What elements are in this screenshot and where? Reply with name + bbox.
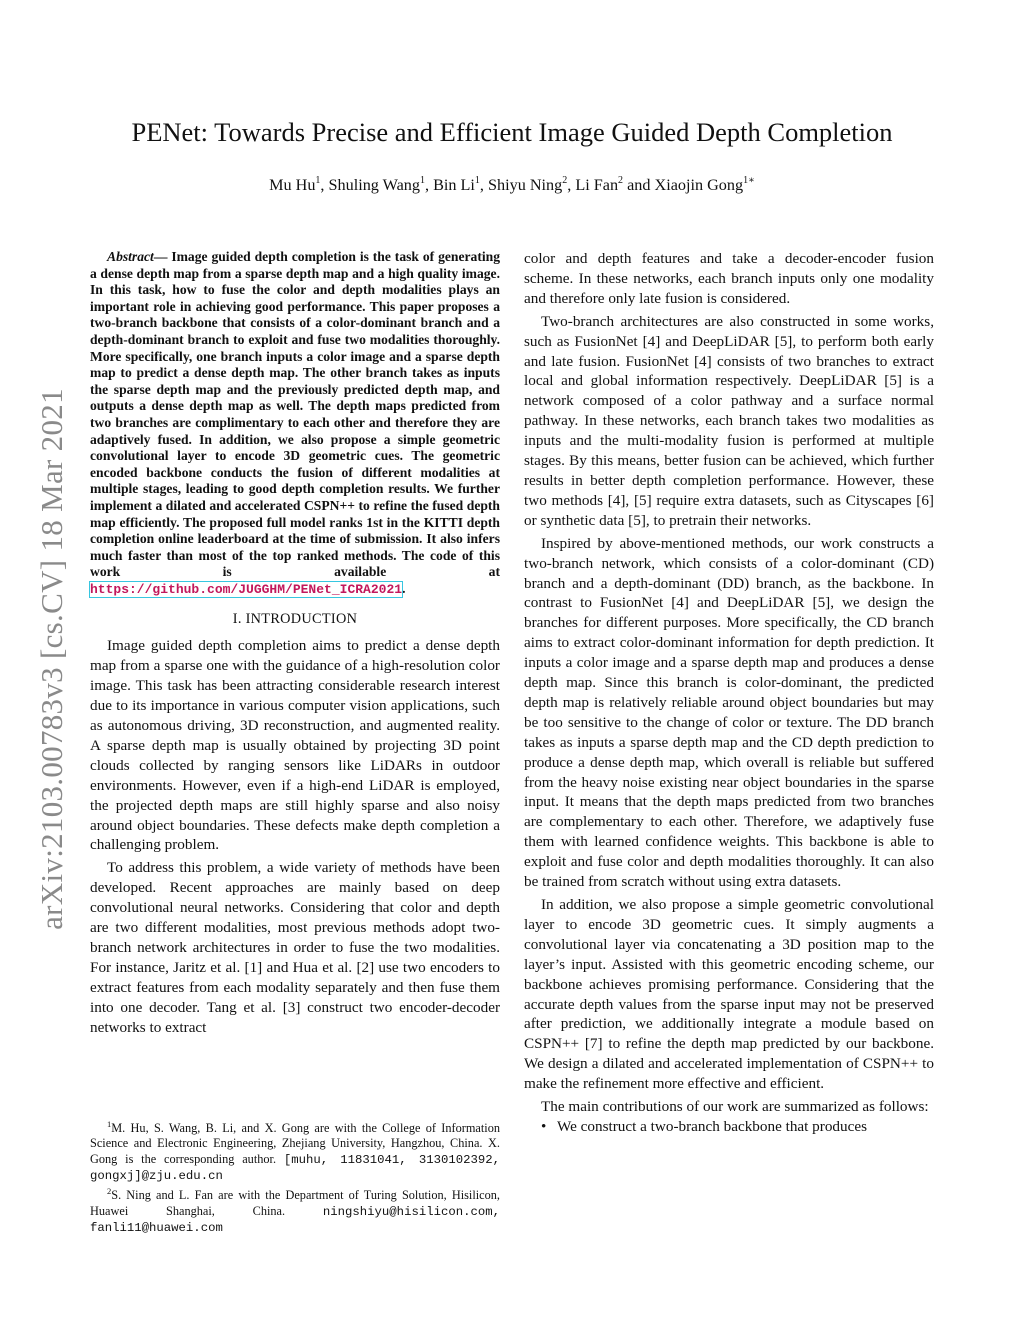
author-list [0, 176, 1024, 195]
footnote-2: $^2$S. Ning and L. Fan are with the Department of Turing Solution, Hisilicon, Huawei Shanghai, China. ningshiyu@hisilicon.com, fanli11@huawei.com [90, 1186, 500, 1235]
paragraph: In addition, we also propose a simple geometric convolutional layer to encode 3D geometric cues. It simply augments a convolutional layer via concatenating a 3D position map to the layer’s input. Assisted with this geometric encoding scheme, our backbone achieves promising performance. Considering that the accurate depth values from the sparse input may not be preserved after prediction, we additionally integrate a module based on CSPN++ [7] to refine the depth map predicted by our backbone. We design a dilated and accelerated implementation of CSPN++ to make the refinement more effective and efficient. [524, 896, 934, 1093]
abstract: Abstract— Image guided depth completion is the task of generating a dense depth map from a sparse depth map and a high quality image. In this task, how to fuse the color and depth modalities plays an important role in achieving good performance. This paper proposes a two-branch backbone that consists of a color-dominant branch and a depth-dominant branch to exploit and fuse two modalities thoroughly. More specifically, one branch inputs a color image and a sparse depth map to predict a dense depth map. The other branch takes as inputs the sparse depth map and the previously predicted depth map, and outputs a dense depth map as well. The depth maps predicted from two branches are complimentary to each other and therefore they are adaptively fused. In addition, we also propose a simple geometric convolutional layer to encode 3D geometric cues. The geometric encoded backbone conducts the fusion of different modalities at multiple stages, leading to good depth completion results. We further implement a dilated and accelerated CSPN++ to refine the fused depth map efficiently. The proposed full model ranks 1st in the KITTI depth completion online leaderboard at the time of submission. It also infers much faster than most of the top ranked methods. The code of this work is available at https://github.com/JUGGHM/PENet_ICRA2021. [90, 249, 500, 597]
abstract-label: Abstract [107, 249, 154, 264]
right-column [524, 249, 934, 1137]
section-heading-introduction: I. INTRODUCTION [232, 611, 358, 628]
paragraph: The main contributions of our work are summarized as follows: [541, 1098, 929, 1116]
paragraph: Inspired by above-mentioned methods, our work constructs a two-branch network, which consists of a color-dominant (CD) branch and a depth-dominant (DD) branch, as the backbone. In contrast to FusionNet [4] and DeepLiDAR [5], we design the branches for different purposes. More specifically, the CD branch aims to extract color-dominant information for depth prediction. It inputs a color image and a sparse depth map and produces a dense depth map. Since this branch is color-dominant, the predicted depth map is relatively reliable around object boundaries but may be too sensitive to the change of color or texture. The DD branch takes as inputs a sparse depth map and the CD depth prediction to produce a dense depth map, which overall is reliable but suffered from the heavy noise existing near object boundaries in the sparse input. It means that the depth maps predicted from two branches are complementary to each other. Therefore, we adaptively fuse them with learned confidence weights. This backbone is able to exploit and fuse color and depth modalities thoroughly. It can also be trained from scratch without using extra datasets. [524, 534, 934, 891]
author: Bin Li$^1$, [433, 175, 489, 195]
footnote-1: $^1$M. Hu, S. Wang, B. Li, and X. Gong are with the College of Information Science and Electronic Engineering, Zhejiang University, Hangzhou, China. X. Gong is the corresponding author. [muhu, 11831041, 3130102392, gongxj]@zju.edu.cn [90, 1119, 500, 1183]
paragraph: To address this problem, a wide variety of methods have been developed. Recent approaches are mainly based on deep convolutional neural networks. Considering that color and depth are two different modalities, most previous methods adopt two-branch network architectures in order to fuse the two modalities. For instance, Jaritz et al. [1] and Hua et al. [2] use two encoders to extract features from each modality separately and then fuse them into one decoder. Tang et al. [3] construct two encoder-decoder networks to extract [90, 859, 500, 1036]
contributions-list [524, 1117, 934, 1137]
left-column [90, 249, 500, 1038]
footnote-2-emails[interactable]: ningshiyu@hisilicon.com, fanli11@huawei.com [90, 1204, 500, 1235]
arxiv-side-stamp: arXiv:2103.00783v3 [cs.CV] 18 Mar 2021 [34, 388, 69, 930]
paragraph: color and depth features and take a decoder-encoder fusion scheme. In these networks, each branch inputs only one modality and therefore only late fusion is considered. [524, 250, 934, 307]
author: Mu Hu$^1$, [269, 175, 329, 195]
author: Xiaojin Gong$^{1∗}$ [654, 175, 755, 195]
footnote-1-emails[interactable]: [muhu, 11831041, 3130102392, gongxj]@zju.edu.cn [90, 1152, 500, 1183]
list-item: • We construct a two-branch backbone that produces [541, 1117, 934, 1137]
author: Shiyu Ning$^2$, [488, 175, 576, 195]
abstract-text: Image guided depth completion is the task of generating a dense depth map from a sparse depth map and a high quality image. In this task, how to fuse the color and depth modalities plays an important role in achieving good performance. This paper proposes a two-branch backbone that consists of a color-dominant branch and a depth-dominant branch to exploit and fuse two modalities thoroughly. More specifically, one branch inputs a color image and a sparse depth map to predict a dense depth map. The other branch takes as inputs the sparse depth map and the previously predicted depth map, and outputs a dense depth map as well. The depth maps predicted from two branches are complimentary to each other and therefore they are adaptively fused. In addition, we also propose a simple geometric convolutional layer to encode 3D geometric cues. The geometric encoded backbone conducts the fusion of different modalities at multiple stages, leading to good depth completion results. We further implement a dilated and accelerated CSPN++ to refine the fused depth map efficiently. The proposed full model ranks 1st in the KITTI depth completion online leaderboard at the time of submission. It also infers much faster than most of the top ranked methods. The code of this work is available at [90, 249, 500, 580]
author: Li Fan$^2$ and [575, 175, 655, 195]
paragraph: Image guided depth completion aims to predict a dense depth map from a sparse one with the guidance of a high-resolution color image. This task has been attracting considerable research interest due to its importance in various computer vision applications, such as autonomous driving, 3D reconstruction, and augmented reality. A sparse depth map is usually obtained by projecting 3D point clouds collected by ranging sensors like LiDARs in outdoor environments. However, even if a high-end LiDAR is employed, the projected depth maps are still highly sparse and also noisy around object boundaries. These defects make depth completion a challenging problem. [90, 637, 500, 854]
author: Shuling Wang$^1$, [328, 175, 434, 195]
code-link[interactable]: https://github.com/JUGGHM/PENet_ICRA2021 [90, 581, 403, 597]
paragraph: Two-branch architectures are also constructed in some works, such as FusionNet [4] and DeepLiDAR [5], to perform both early and late fusion. FusionNet [4] consists of two branches to extract local and global information respectively. DeepLiDAR [5] is a network composed of a color pathway and a surface normal pathway. In these networks, each branch takes two modalities as inputs and the multi-modality fusion is performed at multiple stages. By this means, better fusion can be achieved, which further results in better depth completion performance. However, these two methods [4], [5] require extra datasets, such as Cityscapes [6] or synthetic data [5], to pretrain their networks. [524, 312, 934, 529]
paper-title: PENet: Towards Precise and Efficient Image Guided Depth Completion [131, 117, 893, 147]
footnotes [90, 1117, 500, 1236]
